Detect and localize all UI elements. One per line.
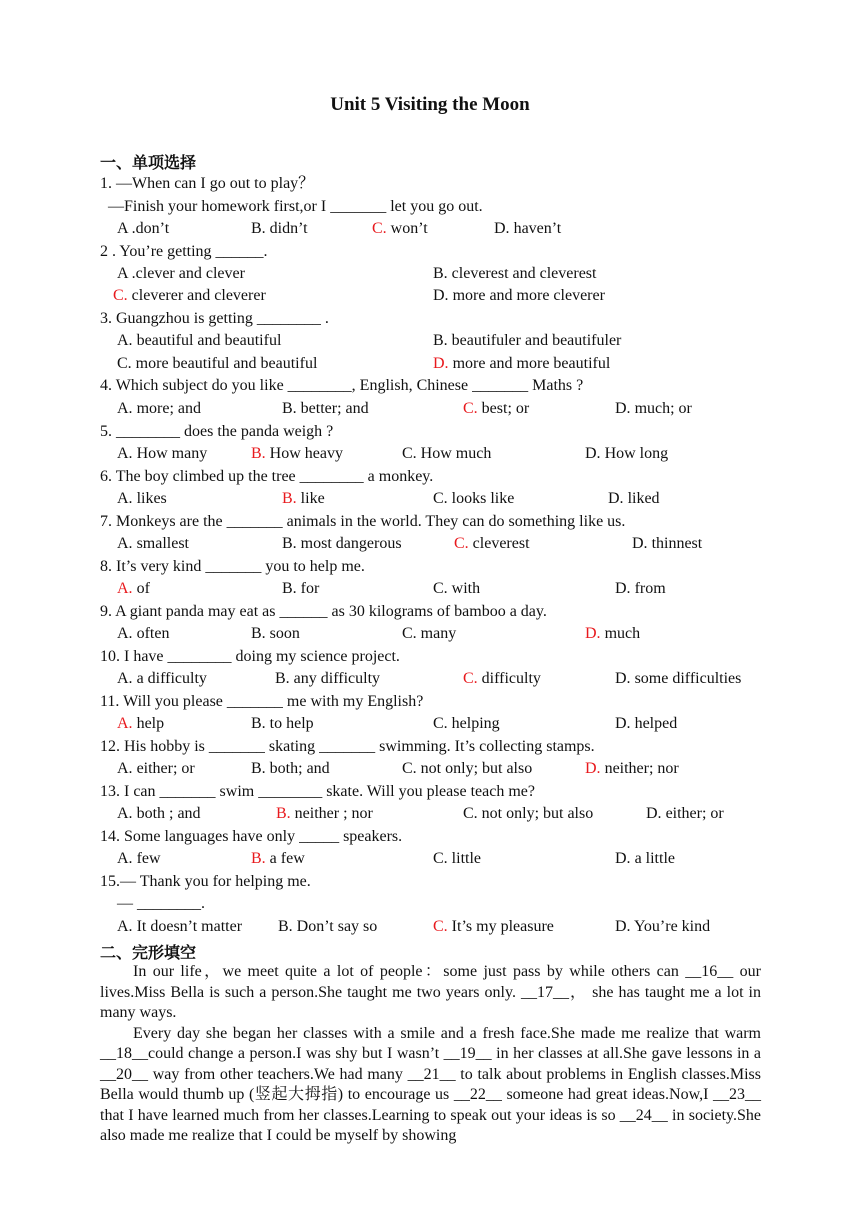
question-stem: 2 . You’re getting ______. (100, 243, 268, 260)
answer-option-b (251, 849, 305, 869)
option-letter: B. (282, 535, 297, 552)
answer-option-b (282, 579, 319, 599)
option-text: It doesn’t matter (132, 918, 243, 935)
answer-option-c (402, 624, 456, 644)
option-text: most dangerous (296, 535, 402, 552)
option-letter: C. (402, 625, 417, 642)
answer-option-d (632, 534, 702, 554)
answer-option-b (275, 669, 380, 689)
answer-option-c (402, 759, 532, 779)
option-text: little (447, 850, 481, 867)
question-stem: 6. The boy climbed up the tree ________ a monkey. (100, 468, 434, 485)
answer-option-d (433, 354, 610, 374)
option-text: You’re kind (630, 918, 711, 935)
question-stem: 3. Guangzhou is getting ________ . (100, 310, 329, 327)
answer-option-a (117, 219, 169, 239)
option-letter: C. (463, 805, 478, 822)
option-text: often (132, 625, 170, 642)
option-letter: D. (608, 490, 624, 507)
answer-option-a (117, 399, 201, 419)
option-letter: C. (433, 715, 448, 732)
option-text: a little (630, 850, 675, 867)
option-letter: D. (494, 220, 510, 237)
answer-option-a (117, 444, 207, 464)
option-text: How long (600, 445, 669, 462)
answer-option-d (615, 714, 677, 734)
answer-option-c (402, 444, 491, 464)
option-text: How much (416, 445, 492, 462)
option-text: best; or (477, 400, 530, 417)
option-text: better; and (296, 400, 369, 417)
option-letter: D. (615, 580, 631, 597)
question-stem: 15.— Thank you for helping me. (100, 873, 311, 890)
option-text: much; or (630, 400, 692, 417)
option-letter: A. (117, 490, 133, 507)
answer-option-c (454, 534, 530, 554)
answer-option-d (615, 399, 692, 419)
answer-option-a (117, 759, 195, 779)
option-letter: B. (282, 400, 297, 417)
option-text: Don’t say so (292, 918, 378, 935)
option-text: neither ; nor (290, 805, 373, 822)
option-text: cleverest and cleverest (447, 265, 597, 282)
question-stem: 7. Monkeys are the _______ animals in the world. They can do something like us. (100, 513, 626, 530)
option-letter: A (117, 265, 128, 282)
option-letter: B. (275, 670, 290, 687)
answer-option-d (494, 219, 561, 239)
option-letter: A. (117, 580, 133, 597)
answer-option-d (585, 624, 640, 644)
option-letter: C. (402, 760, 417, 777)
option-letter: D. (585, 625, 601, 642)
option-text: more; and (132, 400, 201, 417)
answer-option-b (433, 264, 596, 284)
option-letter: D. (615, 715, 631, 732)
option-text: smallest (132, 535, 189, 552)
option-text: a few (265, 850, 305, 867)
answer-option-b (433, 331, 621, 351)
question-stem: 10. I have ________ doing my science project. (100, 648, 400, 665)
option-letter: D. (433, 287, 449, 304)
option-letter: B. (282, 490, 297, 507)
answer-option-b (251, 219, 308, 239)
answer-option-a (117, 849, 161, 869)
cloze-passage (100, 962, 761, 1147)
option-text: like (296, 490, 325, 507)
option-text: liked (623, 490, 660, 507)
answer-option-c (433, 579, 480, 599)
option-letter: D. (632, 535, 648, 552)
option-letter: C. (463, 670, 478, 687)
question-stem-continued: — ________. (117, 895, 205, 912)
answer-option-a (117, 264, 245, 284)
answer-option-c (113, 286, 266, 306)
answer-option-d (615, 917, 710, 937)
option-text: help (132, 715, 165, 732)
question-stem: 11. Will you please _______ me with my English? (100, 693, 424, 710)
answer-option-d (615, 669, 741, 689)
option-letter: C. (433, 850, 448, 867)
option-text: a difficulty (132, 670, 207, 687)
answer-option-b (251, 444, 343, 464)
answer-option-b (282, 534, 402, 554)
answer-option-c (463, 804, 593, 824)
option-text: didn’t (265, 220, 308, 237)
option-letter: D. (433, 355, 449, 372)
option-letter: A (117, 220, 128, 237)
option-text: more beautiful and beautiful (131, 355, 318, 372)
option-text: beautifuler and beautifuler (447, 332, 622, 349)
answer-option-b (276, 804, 373, 824)
option-letter: D. (615, 850, 631, 867)
question-stem: 14. Some languages have only _____ speakers. (100, 828, 403, 845)
answer-option-b (282, 489, 325, 509)
answer-option-d (585, 759, 679, 779)
option-letter: C. (372, 220, 387, 237)
answer-option-b (251, 759, 330, 779)
option-letter: C. (117, 355, 132, 372)
page-title: Unit 5 Visiting the Moon (330, 94, 530, 115)
option-text: with (447, 580, 481, 597)
option-letter: C. (454, 535, 469, 552)
option-letter: D. (615, 400, 631, 417)
question-stem-continued: —Finish your homework first,or I _______ let you go out. (108, 198, 483, 215)
option-text: of (132, 580, 150, 597)
answer-option-c (463, 669, 541, 689)
section-heading-single-choice: 一、单项选择 (100, 153, 197, 172)
option-letter: B. (433, 332, 448, 349)
answer-option-a (117, 489, 167, 509)
option-letter: B. (276, 805, 291, 822)
answer-option-c (433, 489, 514, 509)
option-letter: B. (251, 850, 266, 867)
answer-option-b (251, 714, 314, 734)
question-stem: 1. —When can I go out to play？ (100, 175, 315, 192)
option-text: .don’t (127, 220, 170, 237)
option-letter: C. (463, 400, 478, 417)
answer-option-c (372, 219, 428, 239)
option-text: much (600, 625, 641, 642)
option-letter: A. (117, 760, 133, 777)
option-text: either; or (661, 805, 724, 822)
option-letter: B. (251, 220, 266, 237)
option-text: likes (132, 490, 167, 507)
answer-option-c (433, 849, 481, 869)
answer-option-a (117, 917, 242, 937)
option-text: few (132, 850, 161, 867)
question-stem: 12. His hobby is _______ skating _______ swimming. It’s collecting stamps. (100, 738, 595, 755)
option-letter: A. (117, 535, 133, 552)
answer-option-c (463, 399, 529, 419)
option-letter: C. (433, 580, 448, 597)
answer-option-d (585, 444, 668, 464)
question-stem: 9. A giant panda may eat as ______ as 30 kilograms of bamboo a day. (100, 603, 547, 620)
answer-option-a (117, 579, 150, 599)
option-text: helped (630, 715, 678, 732)
option-text: both; and (265, 760, 330, 777)
option-letter: D. (646, 805, 662, 822)
option-letter: A. (117, 850, 133, 867)
option-text: soon (265, 625, 300, 642)
option-letter: D. (585, 445, 601, 462)
question-stem: 4. Which subject do you like ________, English, Chinese _______ Maths ? (100, 377, 584, 394)
option-letter: A. (117, 332, 133, 349)
answer-option-b (251, 624, 300, 644)
option-text: won’t (386, 220, 428, 237)
option-letter: A. (117, 625, 133, 642)
option-text: .clever and clever (127, 265, 245, 282)
option-text: to help (265, 715, 314, 732)
answer-option-a (117, 331, 281, 351)
option-text: looks like (447, 490, 515, 507)
option-text: neither; nor (600, 760, 679, 777)
option-text: for (296, 580, 320, 597)
option-text: thinnest (647, 535, 703, 552)
option-letter: C. (402, 445, 417, 462)
answer-option-d (615, 579, 666, 599)
option-letter: B. (251, 445, 266, 462)
option-letter: A. (117, 400, 133, 417)
answer-option-d (608, 489, 660, 509)
option-text: haven’t (509, 220, 562, 237)
option-letter: D. (585, 760, 601, 777)
option-text: cleverest (468, 535, 530, 552)
option-text: not only; but also (416, 760, 533, 777)
option-letter: B. (251, 760, 266, 777)
answer-option-a (117, 714, 164, 734)
option-letter: C. (433, 490, 448, 507)
option-text: from (630, 580, 666, 597)
option-letter: A. (117, 805, 133, 822)
question-stem: 5. ________ does the panda weigh ? (100, 423, 334, 440)
option-text: both ; and (132, 805, 201, 822)
answer-option-d (615, 849, 675, 869)
option-letter: B. (251, 625, 266, 642)
option-letter: C. (113, 287, 128, 304)
option-text: helping (447, 715, 500, 732)
answer-option-a (117, 804, 201, 824)
option-letter: B. (433, 265, 448, 282)
option-letter: A. (117, 715, 133, 732)
option-letter: D. (615, 918, 631, 935)
answer-option-d (433, 286, 605, 306)
answer-option-a (117, 534, 189, 554)
option-text: beautiful and beautiful (132, 332, 282, 349)
answer-option-b (282, 399, 369, 419)
option-letter: B. (251, 715, 266, 732)
option-text: many (416, 625, 457, 642)
answer-option-a (117, 624, 169, 644)
answer-option-a (117, 669, 207, 689)
option-text: not only; but also (477, 805, 594, 822)
option-text: cleverer and cleverer (127, 287, 266, 304)
option-letter: B. (282, 580, 297, 597)
answer-option-c (433, 917, 554, 937)
option-text: some difficulties (630, 670, 742, 687)
option-text: It’s my pleasure (447, 918, 554, 935)
option-letter: B. (278, 918, 293, 935)
option-letter: A. (117, 918, 133, 935)
option-text: difficulty (477, 670, 541, 687)
option-letter: A. (117, 670, 133, 687)
passage-paragraph: In our life，we meet quite a lot of people：some just pass by while others can __16__ our lives.Miss Bella is such a person.She taught me two years only. __17__， she has taught me a lot in many ways. (100, 963, 761, 1021)
answer-option-c (433, 714, 500, 734)
answer-option-b (278, 917, 377, 937)
option-text: any difficulty (289, 670, 381, 687)
passage-paragraph: Every day she began her classes with a smile and a fresh face.She made me realize that warm __18__could change a person.I was shy but I wasn’t __19__ in her classes at all.She gave lessons in a __20__ way from other teachers.We had many __21__ to talk about problems in English classes.Miss Bella would thumb up (竖起大拇指) to encourage us __22__ someone had great ideas.Now,I __23__ that I have learned much from her classes.Learning to speak out your ideas is so __24__ in society.She also made me realize that I could be myself by showing (100, 1024, 761, 1144)
option-letter: C. (433, 918, 448, 935)
question-stem: 13. I can _______ swim ________ skate. Will you please teach me? (100, 783, 535, 800)
option-letter: D. (615, 670, 631, 687)
option-text: How many (132, 445, 208, 462)
question-stem: 8. It’s very kind _______ you to help me. (100, 558, 365, 575)
answer-option-c (117, 354, 317, 374)
option-letter: A. (117, 445, 133, 462)
answer-option-d (646, 804, 724, 824)
option-text: either; or (132, 760, 195, 777)
option-text: more and more beautiful (448, 355, 611, 372)
option-text: How heavy (265, 445, 343, 462)
section-heading-cloze: 二、完形填空 (100, 943, 197, 962)
option-text: more and more cleverer (448, 287, 605, 304)
